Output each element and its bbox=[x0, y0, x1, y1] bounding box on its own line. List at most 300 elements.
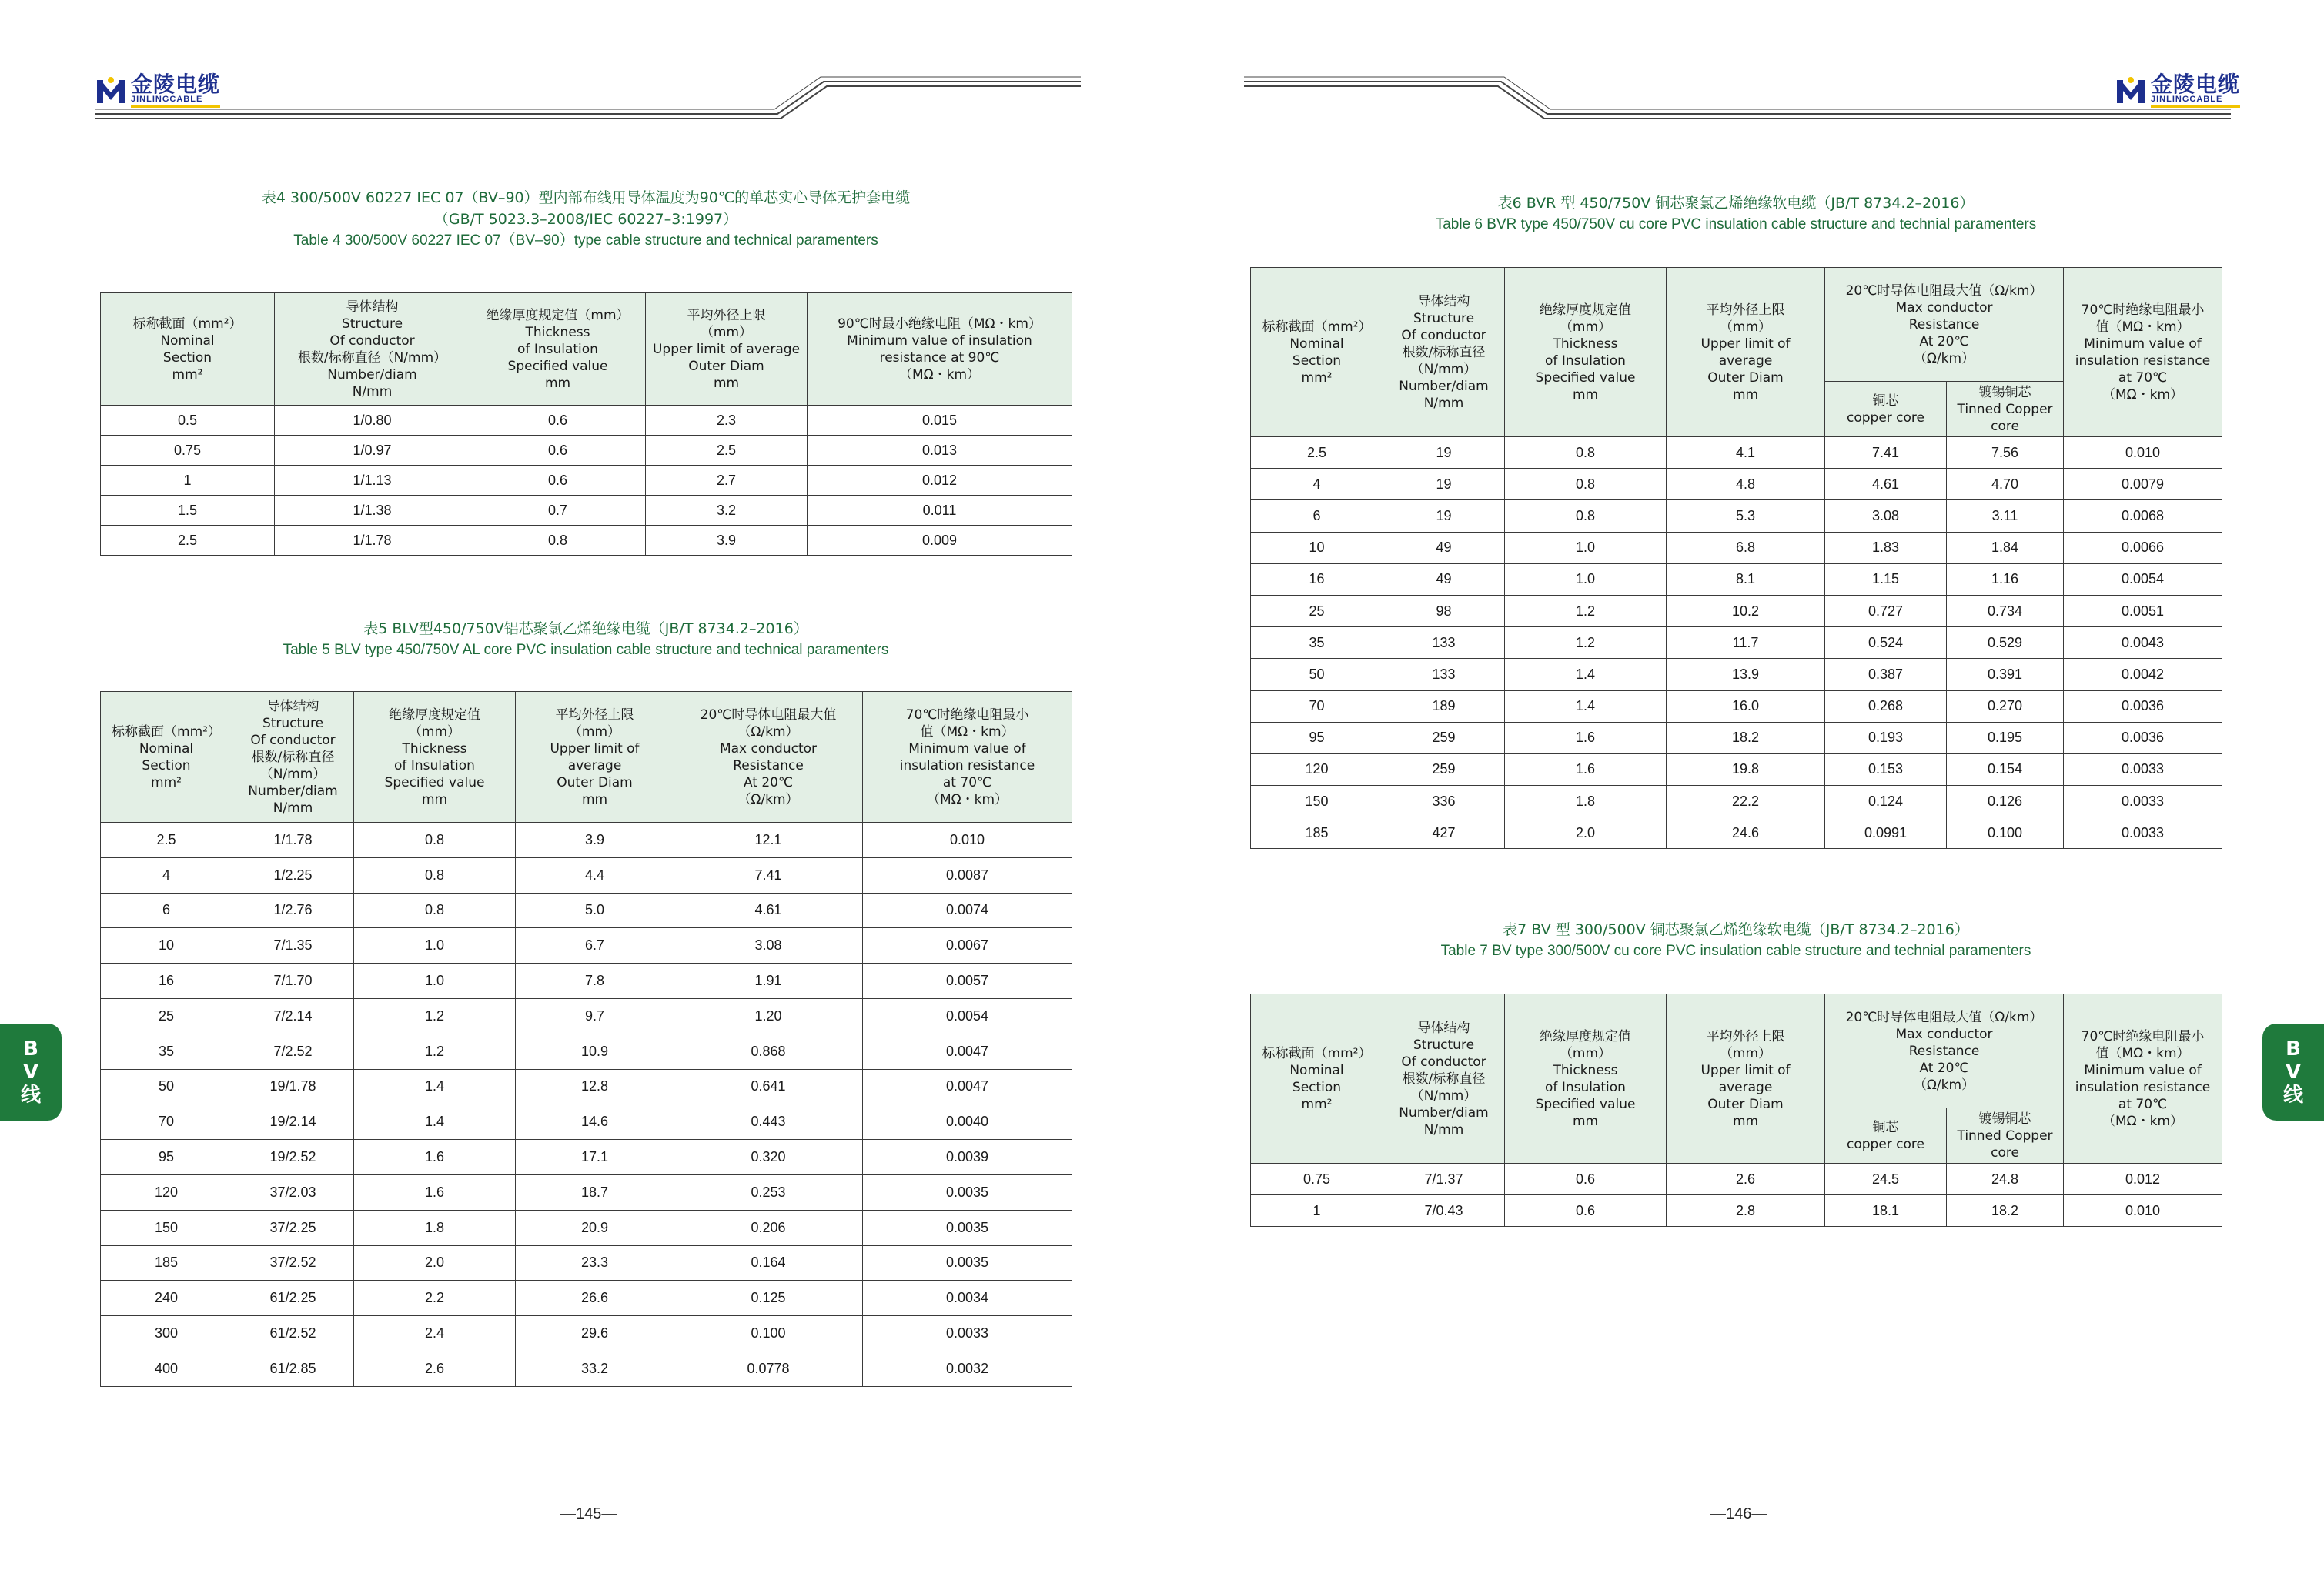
header-line: （Ω/km） bbox=[1913, 350, 1975, 366]
table-row bbox=[101, 1034, 1072, 1069]
table-cell: 0.015 bbox=[808, 406, 1072, 436]
header-line: Upper limit of bbox=[1700, 1062, 1791, 1078]
table-cell: 0.010 bbox=[2064, 437, 2222, 469]
table-row bbox=[1251, 753, 2222, 785]
table-cell: 1.4 bbox=[1505, 659, 1667, 690]
table-cell: 1/1.38 bbox=[275, 496, 470, 526]
table-cell: 0.387 bbox=[1825, 659, 1947, 690]
table-cell: 0.206 bbox=[674, 1210, 863, 1245]
table-cell: 35 bbox=[1251, 627, 1383, 659]
header-line: 镀锡铜芯 bbox=[1978, 384, 2031, 400]
header-line: mm² bbox=[172, 366, 203, 383]
table-row bbox=[101, 1104, 1072, 1140]
header-line: 导体结构 bbox=[1417, 293, 1470, 309]
table-cell: 0.0074 bbox=[863, 893, 1072, 928]
section-tab-letter: V bbox=[2285, 1061, 2302, 1084]
table-cell: 1.6 bbox=[354, 1140, 516, 1175]
page-number: —146— bbox=[1710, 1505, 1767, 1522]
table-cell: 0.6 bbox=[1505, 1195, 1667, 1227]
table-cell: 259 bbox=[1383, 722, 1505, 753]
table-row bbox=[101, 1245, 1072, 1281]
table-row bbox=[101, 964, 1072, 999]
table-cell: 10 bbox=[1251, 532, 1383, 563]
table-cell: 17.1 bbox=[516, 1140, 674, 1175]
table-cell: 6.7 bbox=[516, 928, 674, 964]
section-tab-letter: 线 bbox=[2282, 1084, 2303, 1107]
table-cell: 0.0043 bbox=[2064, 627, 2222, 659]
header-line: （mm） bbox=[1719, 319, 1772, 335]
table-cell: 4.61 bbox=[674, 893, 863, 928]
header-line: Number/diam bbox=[248, 783, 338, 799]
table-cell: 6.8 bbox=[1667, 532, 1825, 563]
table-cell: 0.0035 bbox=[863, 1245, 1072, 1281]
header-line: mm bbox=[581, 791, 608, 807]
header-line: Structure bbox=[262, 715, 324, 731]
table-cell: 240 bbox=[101, 1281, 232, 1316]
table-cell: 19/2.14 bbox=[232, 1104, 354, 1140]
table-row bbox=[101, 857, 1072, 893]
table-cell: 1/2.25 bbox=[232, 857, 354, 893]
table-cell: 0.524 bbox=[1825, 627, 1947, 659]
subheader-cell bbox=[1825, 382, 1947, 437]
table-row bbox=[1251, 627, 2222, 659]
header-line: resistance at 90℃ bbox=[879, 349, 1000, 366]
header-line: mm bbox=[421, 791, 448, 807]
table-cell: 1.8 bbox=[1505, 786, 1667, 817]
header-line: （mm） bbox=[1719, 1045, 1772, 1061]
table-cell: 0.270 bbox=[1947, 690, 2064, 722]
header-cell bbox=[516, 692, 674, 823]
header-line: Specified value bbox=[507, 358, 608, 374]
header-line: mm bbox=[713, 375, 740, 391]
header-line: mm² bbox=[1301, 369, 1333, 386]
table-cell: 16.0 bbox=[1667, 690, 1825, 722]
header-line: 导体结构 bbox=[266, 698, 319, 714]
header-line: 标称截面（mm²） bbox=[1262, 319, 1372, 335]
table-row bbox=[101, 823, 1072, 858]
table-cell: 9.7 bbox=[516, 998, 674, 1034]
header-line: Specified value bbox=[384, 774, 485, 790]
table-cell: 0.8 bbox=[1505, 500, 1667, 532]
table-row bbox=[1251, 817, 2222, 849]
table-cell: 0.0039 bbox=[863, 1140, 1072, 1175]
table-cell: 1.0 bbox=[1505, 532, 1667, 563]
table-cell: 0.7 bbox=[470, 496, 646, 526]
table-cell: 2.6 bbox=[354, 1351, 516, 1386]
table6 bbox=[1250, 267, 2222, 849]
header-line: Outer Diam bbox=[1707, 1096, 1784, 1112]
table-cell: 0.010 bbox=[863, 823, 1072, 858]
header-line: mm² bbox=[151, 774, 182, 790]
table7 bbox=[1250, 994, 2222, 1227]
table-cell: 18.2 bbox=[1947, 1195, 2064, 1227]
header-line: 值（MΩ・km） bbox=[920, 723, 1015, 740]
table-cell: 0.6 bbox=[1505, 1164, 1667, 1195]
table-cell: 19 bbox=[1383, 500, 1505, 532]
table-cell: 2.5 bbox=[101, 823, 232, 858]
header-line: of Insulation bbox=[517, 341, 598, 357]
header-cell bbox=[101, 692, 232, 823]
table-cell: 0.75 bbox=[1251, 1164, 1383, 1195]
table-cell: 25 bbox=[101, 998, 232, 1034]
header-line: 平均外径上限 bbox=[1706, 1028, 1785, 1044]
header-line: Minimum value of bbox=[908, 740, 1026, 757]
table-cell: 1.5 bbox=[101, 496, 275, 526]
header-line: （Ω/km） bbox=[1913, 1077, 1975, 1093]
header-line: （MΩ・km） bbox=[926, 791, 1008, 807]
table-cell: 0.75 bbox=[101, 436, 275, 466]
header-line: copper core bbox=[1846, 409, 1924, 426]
header-cell bbox=[1825, 994, 2064, 1108]
table-cell: 7/1.37 bbox=[1383, 1164, 1505, 1195]
table-cell: 70 bbox=[101, 1104, 232, 1140]
table-cell: 6 bbox=[1251, 500, 1383, 532]
table-cell: 0.641 bbox=[674, 1069, 863, 1104]
table-cell: 26.6 bbox=[516, 1281, 674, 1316]
header-line: at 70℃ bbox=[942, 774, 992, 790]
header-cell bbox=[1383, 994, 1505, 1164]
table-cell: 0.443 bbox=[674, 1104, 863, 1140]
table-row bbox=[101, 1210, 1072, 1245]
header-line: Upper limit of bbox=[550, 740, 640, 757]
header-cell bbox=[2064, 268, 2222, 437]
table-cell: 23.3 bbox=[516, 1245, 674, 1281]
header-line: Tinned Copper bbox=[1957, 401, 2053, 417]
table-cell: 0.164 bbox=[674, 1245, 863, 1281]
section-tab-bv[interactable] bbox=[0, 1024, 62, 1121]
table-row bbox=[101, 436, 1072, 466]
table-cell: 7.41 bbox=[1825, 437, 1947, 469]
table-row bbox=[101, 1069, 1072, 1104]
table-row bbox=[101, 998, 1072, 1034]
table-cell: 24.5 bbox=[1825, 1164, 1947, 1195]
section-tab-bv[interactable] bbox=[2262, 1024, 2324, 1121]
brand-name-cn: 金陵电缆 bbox=[2151, 72, 2241, 97]
table-cell: 1.16 bbox=[1947, 563, 2064, 595]
table-cell: 0.126 bbox=[1947, 786, 2064, 817]
header-line: （MΩ・km） bbox=[2102, 1113, 2184, 1129]
table-cell: 185 bbox=[1251, 817, 1383, 849]
table-cell: 2.7 bbox=[646, 466, 808, 496]
table-row bbox=[1251, 469, 2222, 500]
table-cell: 49 bbox=[1383, 563, 1505, 595]
table-cell: 133 bbox=[1383, 627, 1505, 659]
table-cell: 12.8 bbox=[516, 1069, 674, 1104]
header-line: （mm） bbox=[408, 723, 461, 740]
logo-mark-icon bbox=[2115, 75, 2146, 106]
header-line: （N/mm） bbox=[1410, 361, 1477, 377]
table-cell: 1.4 bbox=[354, 1104, 516, 1140]
header-cell bbox=[674, 692, 863, 823]
header-line: 平均外径上限 bbox=[1706, 302, 1785, 318]
table-cell: 3.2 bbox=[646, 496, 808, 526]
table-cell: 0.0032 bbox=[863, 1351, 1072, 1386]
header-line: Nominal bbox=[160, 332, 215, 349]
table-cell: 24.6 bbox=[1667, 817, 1825, 849]
header-cell bbox=[101, 293, 275, 406]
table-cell: 18.1 bbox=[1825, 1195, 1947, 1227]
header-line: （MΩ・km） bbox=[2102, 386, 2184, 403]
table-cell: 1/1.78 bbox=[275, 526, 470, 556]
table-cell: 6 bbox=[101, 893, 232, 928]
header-line: Number/diam bbox=[1399, 378, 1489, 394]
table-cell: 1 bbox=[101, 466, 275, 496]
table-cell: 2.2 bbox=[354, 1281, 516, 1316]
table-cell: 0.193 bbox=[1825, 722, 1947, 753]
header-line: （mm） bbox=[1559, 1045, 1612, 1061]
table-row bbox=[101, 893, 1072, 928]
table-cell: 0.0054 bbox=[863, 998, 1072, 1034]
table-cell: 2.8 bbox=[1667, 1195, 1825, 1227]
table-cell: 0.100 bbox=[674, 1316, 863, 1351]
table-row bbox=[101, 496, 1072, 526]
table-cell: 0.5 bbox=[101, 406, 275, 436]
header-line: 根数/标称直径 bbox=[1402, 344, 1486, 360]
table-cell: 33.2 bbox=[516, 1351, 674, 1386]
header-line: 绝缘厚度规定值 bbox=[1540, 1028, 1631, 1044]
header-line: （Ω/km） bbox=[737, 723, 799, 740]
table-cell: 2.6 bbox=[1667, 1164, 1825, 1195]
header-line: mm bbox=[1572, 386, 1599, 403]
header-line: Of conductor bbox=[250, 732, 336, 748]
header-line: N/mm bbox=[1423, 395, 1464, 411]
header-line: of Insulation bbox=[1545, 352, 1626, 369]
table-cell: 50 bbox=[101, 1069, 232, 1104]
table-cell: 0.010 bbox=[2064, 1195, 2222, 1227]
header-line: 标称截面（mm²） bbox=[132, 316, 242, 332]
header-line: Thickness bbox=[402, 740, 467, 757]
table-cell: 98 bbox=[1383, 595, 1505, 626]
table-cell: 0.8 bbox=[354, 823, 516, 858]
header-line: （mm） bbox=[700, 324, 753, 340]
table-cell: 61/2.25 bbox=[232, 1281, 354, 1316]
section-tab-letter: B bbox=[23, 1037, 38, 1061]
table-cell: 0.0040 bbox=[863, 1104, 1072, 1140]
table-cell: 1.2 bbox=[1505, 595, 1667, 626]
table4-caption-en: Table 4 300/500V 60227 IEC 07（BV–90）type cable structure and technical paramenters bbox=[293, 232, 878, 249]
header-line: N/mm bbox=[1423, 1121, 1464, 1138]
table-cell: 0.0991 bbox=[1825, 817, 1947, 849]
table-cell: 2.5 bbox=[646, 436, 808, 466]
table-cell: 120 bbox=[1251, 753, 1383, 785]
header-cell bbox=[2064, 994, 2222, 1164]
header-line: Upper limit of average bbox=[652, 341, 801, 357]
header-line: 标称截面（mm²） bbox=[1262, 1045, 1372, 1061]
table-cell: 3.11 bbox=[1947, 500, 2064, 532]
table-cell: 2.3 bbox=[646, 406, 808, 436]
table-cell: 1.20 bbox=[674, 998, 863, 1034]
table-cell: 1/1.78 bbox=[232, 823, 354, 858]
header-cell bbox=[354, 692, 516, 823]
table-cell: 427 bbox=[1383, 817, 1505, 849]
table-cell: 0.0035 bbox=[863, 1174, 1072, 1210]
brand-logo bbox=[2115, 74, 2240, 108]
table-row bbox=[101, 1140, 1072, 1175]
table-cell: 0.153 bbox=[1825, 753, 1947, 785]
table-cell: 259 bbox=[1383, 753, 1505, 785]
table-cell: 0.0035 bbox=[863, 1210, 1072, 1245]
table-cell: 0.0033 bbox=[863, 1316, 1072, 1351]
table-cell: 1.0 bbox=[1505, 563, 1667, 595]
header-line: 90℃时最小绝缘电阻（MΩ・km） bbox=[838, 316, 1042, 332]
table-cell: 3.9 bbox=[516, 823, 674, 858]
table-cell: 7.41 bbox=[674, 857, 863, 893]
header-line: Resistance bbox=[1908, 1043, 1980, 1059]
table-cell: 24.8 bbox=[1947, 1164, 2064, 1195]
header-line: Upper limit of bbox=[1700, 336, 1791, 352]
table6-caption bbox=[1250, 192, 2222, 236]
header-line: Section bbox=[162, 349, 212, 366]
table6-caption-cn: 表6 BVR 型 450/750V 铜芯聚氯乙烯绝缘软电缆（JB/T 8734.2–2016） bbox=[1497, 195, 1975, 212]
brand-name-en: JINLINGCABLE bbox=[2151, 95, 2240, 108]
header-line: Resistance bbox=[1908, 316, 1980, 332]
header-line: Outer Diam bbox=[1707, 369, 1784, 386]
header-line: 绝缘厚度规定值（mm） bbox=[486, 307, 630, 323]
header-line: Thickness bbox=[525, 324, 590, 340]
table-row bbox=[1251, 722, 2222, 753]
table-row bbox=[1251, 786, 2222, 817]
table-cell: 1.6 bbox=[354, 1174, 516, 1210]
table-cell: 0.0066 bbox=[2064, 532, 2222, 563]
table-cell: 12.1 bbox=[674, 823, 863, 858]
table-cell: 0.009 bbox=[808, 526, 1072, 556]
table-cell: 4.1 bbox=[1667, 437, 1825, 469]
header-line: At 20℃ bbox=[1919, 1060, 1969, 1076]
table-cell: 4 bbox=[101, 857, 232, 893]
table6-caption-en: Table 6 BVR type 450/750V cu core PVC insulation cable structure and technial paramenters bbox=[1435, 216, 2037, 232]
header-line: 绝缘厚度规定值 bbox=[389, 707, 480, 723]
table7-caption bbox=[1250, 919, 2222, 962]
header-cell bbox=[470, 293, 646, 406]
table7-caption-cn: 表7 BV 型 300/500V 铜芯聚氯乙烯绝缘软电缆（JB/T 8734.2–2016） bbox=[1503, 921, 1969, 938]
table-cell: 0.0047 bbox=[863, 1069, 1072, 1104]
table-row bbox=[101, 466, 1072, 496]
header-cell bbox=[1667, 268, 1825, 437]
header-cell bbox=[1383, 268, 1505, 437]
header-line: Max conductor bbox=[1895, 1026, 1993, 1042]
header-line: 绝缘厚度规定值 bbox=[1540, 302, 1631, 318]
table-cell: 1.83 bbox=[1825, 532, 1947, 563]
table-cell: 35 bbox=[101, 1034, 232, 1069]
table-cell: 189 bbox=[1383, 690, 1505, 722]
table-cell: 0.0057 bbox=[863, 964, 1072, 999]
table-cell: 1.15 bbox=[1825, 563, 1947, 595]
header-line: N/mm bbox=[273, 800, 313, 816]
header-line: at 70℃ bbox=[2118, 369, 2168, 386]
table-cell: 7/0.43 bbox=[1383, 1195, 1505, 1227]
table-cell: 49 bbox=[1383, 532, 1505, 563]
header-line: Nominal bbox=[1289, 336, 1344, 352]
header-line: （MΩ・km） bbox=[898, 366, 981, 383]
table-cell: 22.2 bbox=[1667, 786, 1825, 817]
table-cell: 11.7 bbox=[1667, 627, 1825, 659]
header-cell bbox=[646, 293, 808, 406]
table-cell: 0.195 bbox=[1947, 722, 2064, 753]
table-cell: 336 bbox=[1383, 786, 1505, 817]
table-cell: 3.08 bbox=[674, 928, 863, 964]
table4-caption-standard: （GB/T 5023.3–2008/IEC 60227–3:1997） bbox=[433, 211, 738, 228]
brand-name-en: JINLINGCABLE bbox=[131, 95, 220, 108]
table-cell: 150 bbox=[101, 1210, 232, 1245]
header-line: Minimum value of bbox=[2084, 336, 2202, 352]
table-cell: 19 bbox=[1383, 437, 1505, 469]
table-cell: 0.320 bbox=[674, 1140, 863, 1175]
table-cell: 2.5 bbox=[1251, 437, 1383, 469]
header-cell bbox=[275, 293, 470, 406]
table-cell: 0.6 bbox=[470, 466, 646, 496]
header-line: Of conductor bbox=[1401, 1054, 1486, 1070]
subheader-cell bbox=[1825, 1108, 1947, 1164]
header-line: 铜芯 bbox=[1872, 1119, 1899, 1135]
header-line: at 70℃ bbox=[2118, 1096, 2168, 1112]
table4-caption-cn: 表4 300/500V 60227 IEC 07（BV–90）型内部布线用导体温度为90℃的单芯实心导体无护套电缆 bbox=[261, 189, 911, 206]
table-cell: 37/2.25 bbox=[232, 1210, 354, 1245]
table-cell: 7/2.52 bbox=[232, 1034, 354, 1069]
header-line: Thickness bbox=[1553, 336, 1618, 352]
header-cell bbox=[863, 692, 1072, 823]
table-cell: 5.3 bbox=[1667, 500, 1825, 532]
header-line: insulation resistance bbox=[2075, 1079, 2211, 1095]
table-cell: 1/1.13 bbox=[275, 466, 470, 496]
table-cell: 19.8 bbox=[1667, 753, 1825, 785]
table-cell: 16 bbox=[1251, 563, 1383, 595]
table-cell: 18.7 bbox=[516, 1174, 674, 1210]
table5-caption-en: Table 5 BLV type 450/750V AL core PVC insulation cable structure and technical paramenters bbox=[283, 642, 889, 658]
header-line: 导体结构 bbox=[1417, 1020, 1470, 1036]
header-line: Max conductor bbox=[719, 740, 818, 757]
header-line: At 20℃ bbox=[743, 774, 794, 790]
table-cell: 7/1.35 bbox=[232, 928, 354, 964]
table-cell: 185 bbox=[101, 1245, 232, 1281]
right-page bbox=[1162, 0, 2324, 1587]
table-cell: 16 bbox=[101, 964, 232, 999]
table-cell: 25 bbox=[1251, 595, 1383, 626]
table-cell: 2.0 bbox=[354, 1245, 516, 1281]
header-line: Minimum value of bbox=[2084, 1062, 2202, 1078]
header-line: At 20℃ bbox=[1919, 333, 1969, 349]
header-line: Outer Diam bbox=[688, 358, 764, 374]
table-cell: 4.8 bbox=[1667, 469, 1825, 500]
header-line: 平均外径上限 bbox=[555, 707, 634, 723]
header-cell bbox=[1505, 268, 1667, 437]
table-cell: 50 bbox=[1251, 659, 1383, 690]
table-cell: 0.0033 bbox=[2064, 817, 2222, 849]
table-row bbox=[1251, 500, 2222, 532]
table-row bbox=[1251, 659, 2222, 690]
header-cell bbox=[1251, 268, 1383, 437]
table-cell: 0.0087 bbox=[863, 857, 1072, 893]
header-line: 20℃时导体电阻最大值（Ω/km） bbox=[1845, 282, 2043, 299]
table-cell: 3.9 bbox=[646, 526, 808, 556]
table-row bbox=[1251, 1164, 2222, 1195]
header-line: 70℃时绝缘电阻最小 bbox=[905, 707, 1029, 723]
table-cell: 4 bbox=[1251, 469, 1383, 500]
table-cell: 120 bbox=[101, 1174, 232, 1210]
header-line: mm bbox=[1572, 1113, 1599, 1129]
table-cell: 70 bbox=[1251, 690, 1383, 722]
table-cell: 1.0 bbox=[354, 928, 516, 964]
table-row bbox=[101, 1281, 1072, 1316]
table-cell: 0.0034 bbox=[863, 1281, 1072, 1316]
table-cell: 4.70 bbox=[1947, 469, 2064, 500]
table-cell: 14.6 bbox=[516, 1104, 674, 1140]
header-line: Nominal bbox=[139, 740, 194, 757]
subheader-cell bbox=[1947, 382, 2064, 437]
table-row bbox=[1251, 437, 2222, 469]
table-cell: 0.8 bbox=[1505, 437, 1667, 469]
table-row bbox=[101, 526, 1072, 556]
table-cell: 1/2.76 bbox=[232, 893, 354, 928]
